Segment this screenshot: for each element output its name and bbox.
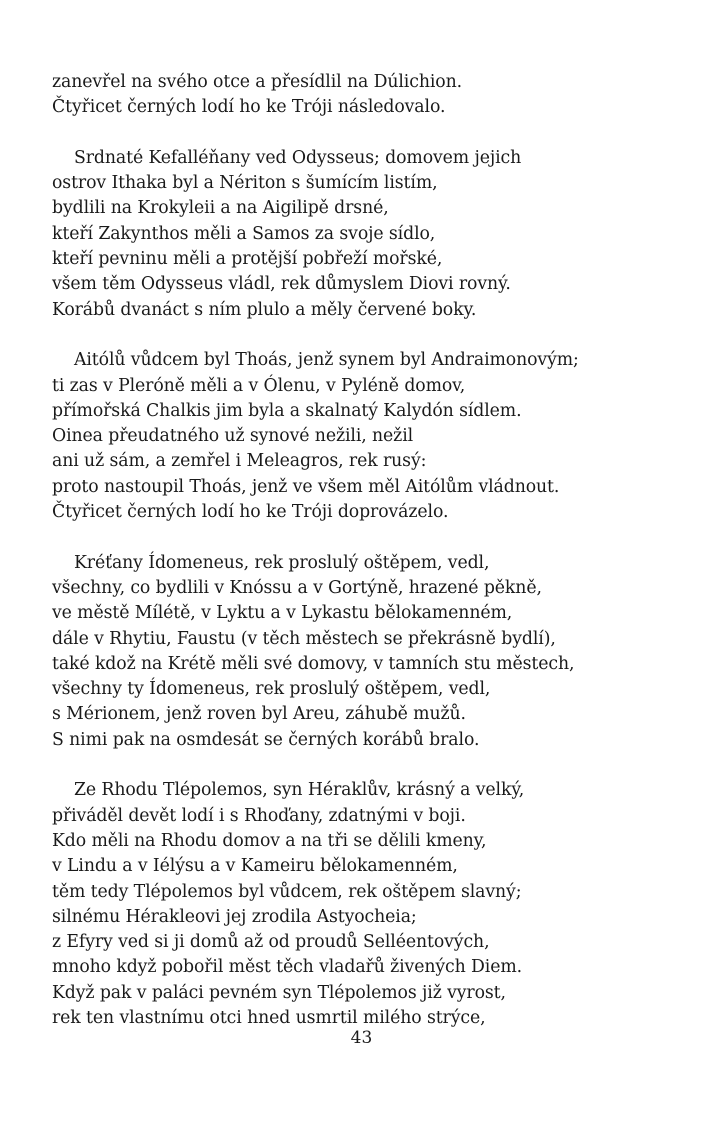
verse-line: z Efyry ved si ji domů až od proudů Selléentových, <box>52 932 490 953</box>
verse-line: v Lindu a v Iélýsu a v Kameiru bělokamenném, <box>52 856 458 877</box>
verse-line: všechny ty Ídomeneus, rek proslulý oštěpem, vedl, <box>52 679 491 700</box>
verse-line: dále v Rhytiu, Faustu (v těch městech se překrásně bydlí), <box>52 628 556 649</box>
verse-line: ostrov Ithaka byl a Nériton s šumícím listím, <box>52 173 438 194</box>
verse-line: Čtyřicet černých lodí ho ke Tróji následovalo. <box>52 97 446 118</box>
verse-line: Kdo měli na Rhodu domov a na tři se dělili kmeny, <box>52 830 487 851</box>
verse-line: S nimi pak na osmdesát se černých korábů bralo. <box>52 729 480 750</box>
verse-line: rek ten vlastnímu otci hned usmrtil milého strýce, <box>52 1007 486 1028</box>
stanza-3 <box>52 348 692 525</box>
verse-line: bydlili na Krokyleii a na Aigilipě drsné, <box>52 198 389 219</box>
verse-line: všechny, co bydlili v Knóssu a v Gortýně, hrazené pěkně, <box>52 577 542 598</box>
stanza-2 <box>52 146 692 323</box>
verse-line: ve městě Mílétě, v Lyktu a v Lykastu bělokamenném, <box>52 603 513 624</box>
stanza-1 <box>52 70 692 121</box>
verse-line: zanevřel na svého otce a přesídlil na Dúlichion. <box>52 72 463 92</box>
verse-line: Kréťany Ídomeneus, rek proslulý oštěpem, vedl, <box>74 552 490 573</box>
verse-line: těm tedy Tlépolemos byl vůdcem, rek oštěpem slavný; <box>52 881 522 902</box>
verse-line: s Mérionem, jenž roven byl Areu, záhubě mužů. <box>52 704 466 725</box>
verse-line: Korábů dvanáct s ním plulo a měly červené boky. <box>52 299 477 320</box>
verse-line: ti zas v Pleróně měli a v Ólenu, v Pyléně domov, <box>52 375 466 396</box>
stanza-4 <box>52 551 692 753</box>
verse-line: Oinea přeudatného už synové nežili, nežil <box>52 426 414 447</box>
verse-line: proto nastoupil Thoás, jenž ve všem měl Aitólům vládnout. <box>52 476 560 497</box>
verse-line: kteří Zakynthos měli a Samos za svoje sídlo, <box>52 223 436 244</box>
verse-line: Aitólů vůdcem byl Thoás, jenž synem byl Andraimonovým; <box>74 350 579 371</box>
verse-line: přiváděl devět lodí i s Rhoďany, zdatnými v boji. <box>52 805 466 826</box>
verse-line: Srdnaté Kefalléňany ved Odysseus; domovem jejich <box>74 147 522 168</box>
verse-line: Ze Rhodu Tlépolemos, syn Héraklův, krásný a velký, <box>74 780 525 801</box>
verse-line: přímořská Chalkis jim byla a skalnatý Kalydón sídlem. <box>52 400 522 421</box>
verse-line: mnoho když pobořil měst těch vladařů živených Diem. <box>52 957 523 978</box>
verse-line: ani už sám, a zemřel i Meleagros, rek rusý: <box>52 451 427 472</box>
verse-line: Čtyřicet černých lodí ho ke Tróji doprovázelo. <box>52 502 449 523</box>
verse-line: kteří pevninu měli a protější pobřeží mořské, <box>52 249 443 270</box>
verse-line: všem těm Odysseus vládl, rek důmyslem Diovi rovný. <box>52 274 511 295</box>
verse-line: Když pak v paláci pevném syn Tlépolemos již vyrost, <box>52 982 506 1003</box>
verse-line: silnému Hérakleovi jej zrodila Astyocheia; <box>52 906 417 927</box>
verse-text <box>52 70 692 1057</box>
stanza-5 <box>52 778 692 1031</box>
verse-line: také kdož na Krétě měli své domovy, v tamních stu městech, <box>52 653 575 674</box>
page-number: 43 <box>350 1028 373 1048</box>
